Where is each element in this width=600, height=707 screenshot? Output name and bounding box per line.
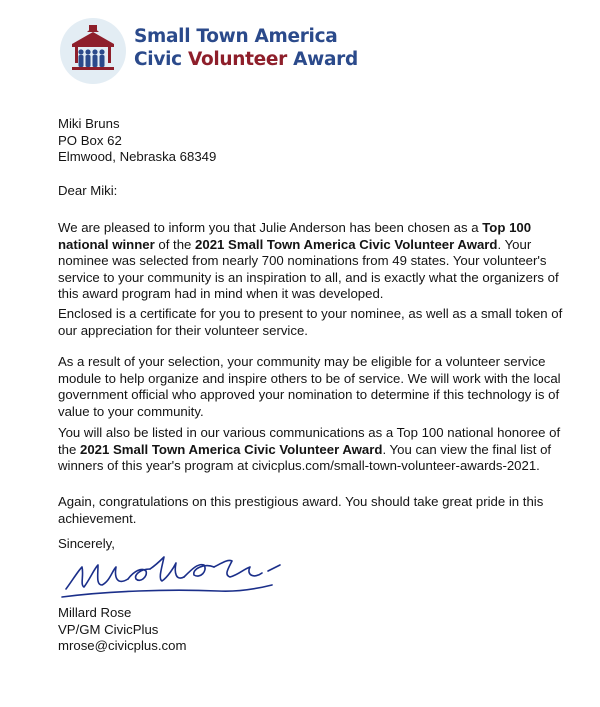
closing: Sincerely, xyxy=(58,536,115,551)
recipient-po-box: PO Box 62 xyxy=(58,132,122,148)
sender-email: mrose@civicplus.com xyxy=(58,638,187,654)
paragraph-1: We are pleased to inform you that Julie Anderson has been chosen as a Top 100 national winner of the 2021 Small Town America Civic Volunteer Award. Your nominee was selected from nearly 700 nominations from 49 states. Your volunteer's service to your community is an inspiration to all, and is exactly what the organizers of this award program had in mind when it was developed. xyxy=(58,220,559,302)
sender-block xyxy=(58,605,578,655)
award-title xyxy=(134,25,358,71)
sender-name: Millard Rose xyxy=(58,605,132,620)
award-title-line-1: Small Town America xyxy=(134,26,338,47)
paragraph-4: You will also be listed in our various communications as a Top 100 national honoree of the 2021 Small Town America Civic Volunteer Award. You can view the final list of winners of this year's program at civicplus.com/small-town-volunteer-awards-2021. xyxy=(58,425,561,474)
sender-title: VP/GM CivicPlus xyxy=(58,621,159,637)
paragraph-2: Enclosed is a certificate for you to present to your nominee, as well as a small token of our appreciation for their volunteer service. xyxy=(58,306,563,338)
handwritten-signature xyxy=(58,545,288,605)
paragraph-3: As a result of your selection, your community may be eligible for a volunteer service module to help organize and inspire others to be of service. We will work with the local government official who approved your nomination to determine if this technology is of value to your community. xyxy=(58,354,561,419)
recipient-address xyxy=(58,116,578,166)
paragraph-5: Again, congratulations on this prestigious award. You should take great pride in this achievement. xyxy=(58,494,544,526)
award-title-accent: Volunteer xyxy=(187,49,287,70)
recipient-name: Miki Bruns xyxy=(58,116,120,131)
recipient-city: Elmwood, Nebraska 68349 xyxy=(58,149,217,165)
salutation: Dear Miki: xyxy=(58,183,118,198)
civic-award-logo xyxy=(58,16,128,86)
town-hall-people-icon xyxy=(58,16,128,86)
award-title-line-2: Civic Volunteer Award xyxy=(134,49,358,70)
